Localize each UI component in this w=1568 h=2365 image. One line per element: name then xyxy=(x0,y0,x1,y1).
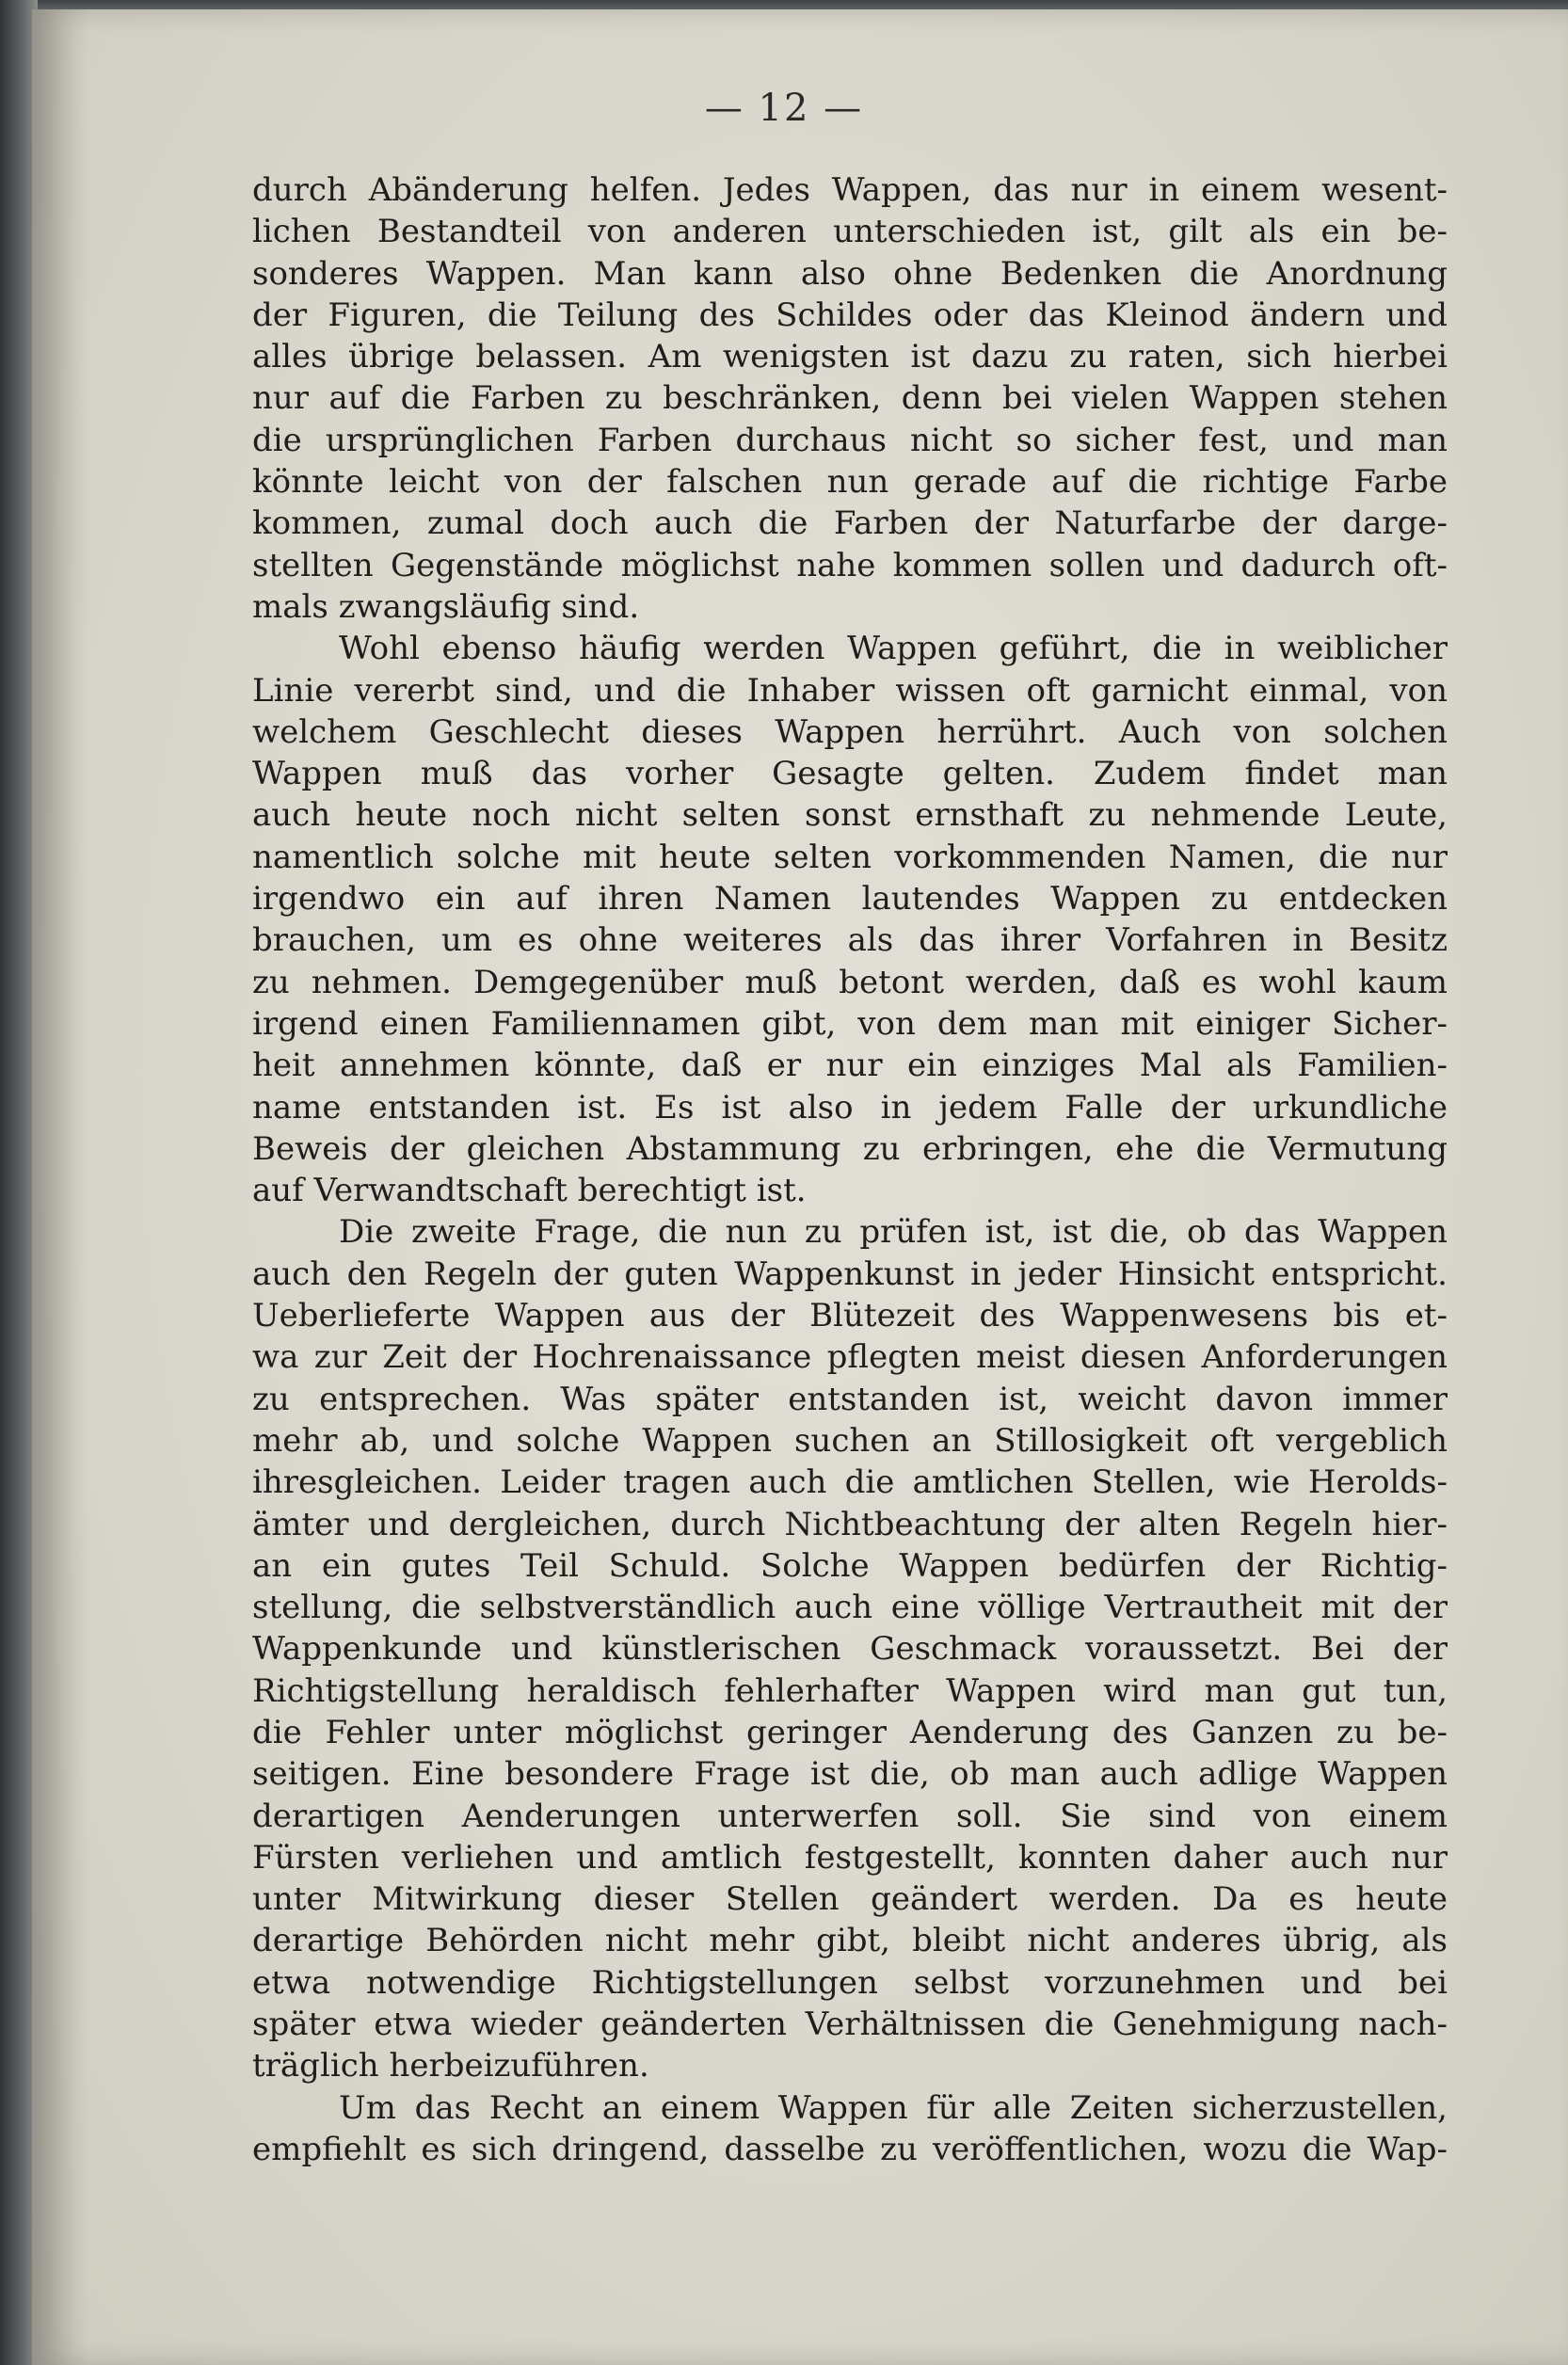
text-line: ihresgleichen. Leider tragen auch die amtlichen Stellen, wie Herolds- xyxy=(252,1463,1448,1502)
text-line: derartige Behörden nicht mehr gibt, bleibt nicht anderes übrig, als xyxy=(252,1922,1448,1960)
text-line: alles übrige belassen. Am wenigsten ist dazu zu raten, sich hierbei xyxy=(252,338,1448,376)
paragraph xyxy=(252,628,1448,1211)
paragraph xyxy=(252,2087,1448,2171)
text-line: später etwa wieder geänderten Verhältnissen die Genehmigung nach- xyxy=(252,2005,1448,2044)
text-line: nur auf die Farben zu beschränken, denn bei vielen Wappen stehen xyxy=(252,379,1448,418)
text-line: Beweis der gleichen Abstammung zu erbringen, ehe die Vermutung xyxy=(252,1129,1448,1168)
text-line: die ursprünglichen Farben durchaus nicht so sicher fest, und man xyxy=(252,421,1448,459)
text-line: empfiehlt es sich dringend, dasselbe zu veröffentlichen, wozu die Wap- xyxy=(252,2130,1448,2168)
text-line: durch Abänderung helfen. Jedes Wappen, das nur in einem wesent- xyxy=(252,171,1448,209)
text-line: unter Mitwirkung dieser Stellen geändert werden. Da es heute xyxy=(252,1880,1448,1919)
text-line: lichen Bestandteil von anderen unterschieden ist, gilt als ein be- xyxy=(252,213,1448,251)
text-line: derartigen Aenderungen unterwerfen soll. Sie sind von einem xyxy=(252,1797,1448,1835)
text-line: irgend einen Familiennamen gibt, von dem man mit einiger Sicher- xyxy=(252,1004,1448,1043)
text-line: Ueberlieferte Wappen aus der Blütezeit des Wappenwesens bis et- xyxy=(252,1297,1448,1335)
text-line: stellung, die selbstverständlich auch eine völlige Vertrautheit mit der xyxy=(252,1589,1448,1627)
text-line: mals zwangsläufig sind. xyxy=(252,587,640,626)
text-line: Wappenkunde und künstlerischen Geschmack voraussetzt. Bei der xyxy=(252,1630,1448,1669)
text-line: der Figuren, die Teilung des Schildes oder das Kleinod ändern und xyxy=(252,296,1448,334)
paragraph xyxy=(252,1211,1448,2086)
text-line: zu nehmen. Demgegenüber muß betont werden, daß es wohl kaum xyxy=(252,963,1448,1001)
text-line: ämter und dergleichen, durch Nichtbeachtung der alten Regeln hier- xyxy=(252,1505,1448,1543)
text-line: stellten Gegenstände möglichst nahe kommen sollen und dadurch oft- xyxy=(252,546,1448,584)
page-number: — 12 — xyxy=(704,87,864,130)
text-line: an ein gutes Teil Schuld. Solche Wappen bedürfen der Richtig- xyxy=(252,1546,1448,1585)
text-line: auch heute noch nicht selten sonst ernsthaft zu nehmende Leute, xyxy=(252,796,1448,835)
text-line: die Fehler unter möglichst geringer Aenderung des Ganzen zu be- xyxy=(252,1713,1448,1751)
text-line: auf Verwandtschaft berechtigt ist. xyxy=(252,1172,807,1210)
text-line: sonderes Wappen. Man kann also ohne Bedenken die Anordnung xyxy=(252,254,1448,293)
text-line: Linie vererbt sind, und die Inhaber wissen oft garnicht einmal, von xyxy=(252,671,1448,710)
text-line: Richtigstellung heraldisch fehlerhafter Wappen wird man gut tun, xyxy=(252,1671,1448,1710)
text-line: irgendwo ein auf ihren Namen lautendes Wappen zu entdecken xyxy=(252,880,1448,919)
text-line: kommen, zumal doch auch die Farben der Naturfarbe der darge- xyxy=(252,504,1448,543)
text-line: Die zweite Frage, die nun zu prüfen ist, ist die, ob das Wappen xyxy=(339,1213,1448,1252)
text-line: wa zur Zeit der Hochrenaissance pflegten meist diesen Anforderungen xyxy=(252,1338,1448,1377)
text-line: heit annehmen könnte, daß er nur ein einziges Mal als Familien- xyxy=(252,1047,1448,1085)
text-line: auch den Regeln der guten Wappenkunst in jeder Hinsicht entspricht. xyxy=(252,1254,1448,1293)
body-text xyxy=(252,169,1448,2170)
text-line: könnte leicht von der falschen nun gerade auf die richtige Farbe xyxy=(252,463,1448,502)
text-line: namentlich solche mit heute selten vorkommenden Namen, die nur xyxy=(252,838,1448,876)
text-line: seitigen. Eine besondere Frage ist die, ob man auch adlige Wappen xyxy=(252,1755,1448,1794)
text-line: Wohl ebenso häufig werden Wappen geführt, die in weiblicher xyxy=(339,630,1448,668)
text-line: Wappen muß das vorher Gesagte gelten. Zudem findet man xyxy=(252,755,1448,793)
text-line: Fürsten verliehen und amtlich festgestellt, konnten daher auch nur xyxy=(252,1838,1448,1877)
text-line: Um das Recht an einem Wappen für alle Zeiten sicherzustellen, xyxy=(339,2088,1448,2127)
text-line: mehr ab, und solche Wappen suchen an Stillosigkeit oft vergeblich xyxy=(252,1421,1448,1460)
text-line: welchem Geschlecht dieses Wappen herrührt. Auch von solchen xyxy=(252,712,1448,751)
text-line: zu entsprechen. Was später entstanden ist, weicht davon immer xyxy=(252,1380,1448,1418)
text-line: träglich herbeizuführen. xyxy=(252,2047,649,2085)
text-line: brauchen, um es ohne weiteres als das ihrer Vorfahren in Besitz xyxy=(252,921,1448,960)
text-line: etwa notwendige Richtigstellungen selbst vorzunehmen und bei xyxy=(252,1963,1448,2002)
text-line: name entstanden ist. Es ist also in jedem Falle der urkundliche xyxy=(252,1088,1448,1127)
paragraph xyxy=(252,169,1448,628)
